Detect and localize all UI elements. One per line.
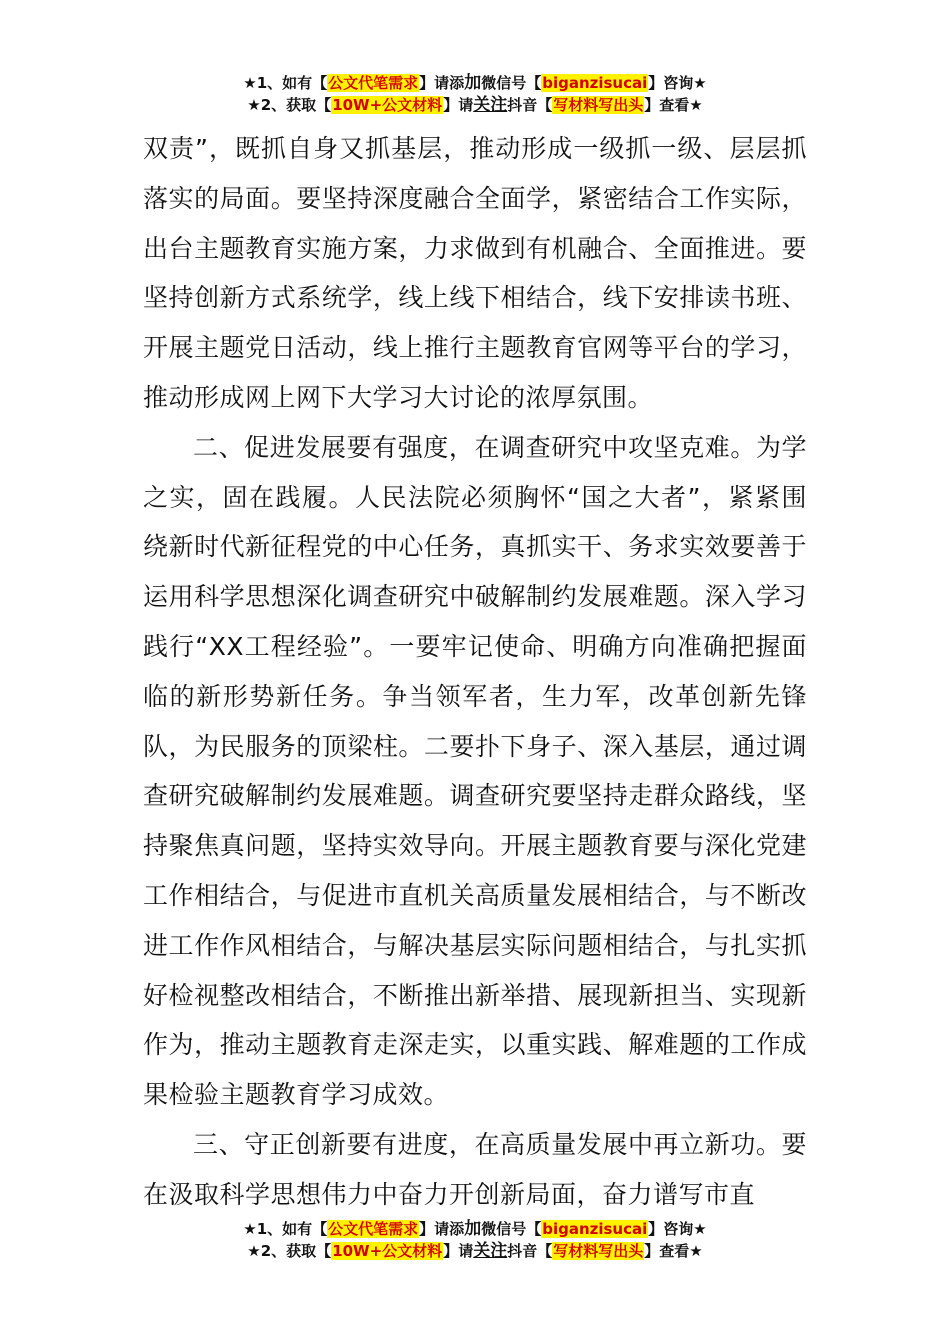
- banner-line-2: ★2、获取【10W+公文材料】请关注抖音【写材料写出头】查看★: [247, 95, 703, 115]
- highlight-materials: 10W+公文材料: [332, 96, 443, 114]
- document-body: [143, 124, 807, 1220]
- banner-line-1: ★1、如有【公文代笔需求】请添加微信号【biganzisucai】咨询★: [243, 1219, 707, 1239]
- paragraph-3: 三、守正创新要有进度，在高质量发展中再立新功。要在汲取科学思想伟力中奋力开创新局面，奋力谱写市直: [143, 1129, 807, 1209]
- header-banner: [0, 72, 950, 116]
- highlight-materials: 10W+公文材料: [332, 1242, 443, 1260]
- footer-banner: [0, 1218, 950, 1262]
- highlight-service: 公文代笔需求: [328, 74, 419, 92]
- paragraph-1: 双责”，既抓自身又抓基层，推动形成一级抓一级、层层抓落实的局面。要坚持深度融合全面学，紧密结合工作实际，出台主题教育实施方案，力求做到有机融合、全面推进。要坚持创新方式系统学，线上线下相结合，线下安排读书班、开展主题党日活动，线上推行主题教育官网等平台的学习，推动形成网上网下大学习大讨论的浓厚氛围。: [143, 134, 807, 412]
- banner-line-1: ★1、如有【公文代笔需求】请添加微信号【biganzisucai】咨询★: [243, 73, 707, 93]
- banner-line-2: ★2、获取【10W+公文材料】请关注抖音【写材料写出头】查看★: [247, 1241, 703, 1261]
- paragraph-2: 二、促进发展要有强度，在调查研究中攻坚克难。为学之实，固在践履。人民法院必须胸怀“国之大者”，紧紧围绕新时代新征程党的中心任务，真抓实干、务求实效要善于运用科学思想深化调查研究中破解制约发展难题。深入学习践行“XX工程经验”。一要牢记使命、明确方向准确把握面临的新形势新任务。争当领军者，生力军，改革创新先锋队，为民服务的顶梁柱。二要扑下身子、深入基层，通过调查研究破解制约发展难题。调查研究要坚持走群众路线，坚持聚焦真问题，坚持实效导向。开展主题教育要与深化党建工作相结合，与促进市直机关高质量发展相结合，与不断改进工作作风相结合，与解决基层实际问题相结合，与扎实抓好检视整改相结合，不断推出新举措、展现新担当、实现新作为，推动主题教育走深走实，以重实践、解难题的工作成果检验主题教育学习成效。: [143, 432, 807, 1110]
- highlight-douyin-account: 写材料写出头: [553, 1242, 644, 1260]
- highlight-wechat-id: biganzisucai: [542, 1220, 648, 1238]
- highlight-wechat-id: biganzisucai: [542, 74, 648, 92]
- highlight-douyin-account: 写材料写出头: [553, 96, 644, 114]
- highlight-service: 公文代笔需求: [328, 1220, 419, 1238]
